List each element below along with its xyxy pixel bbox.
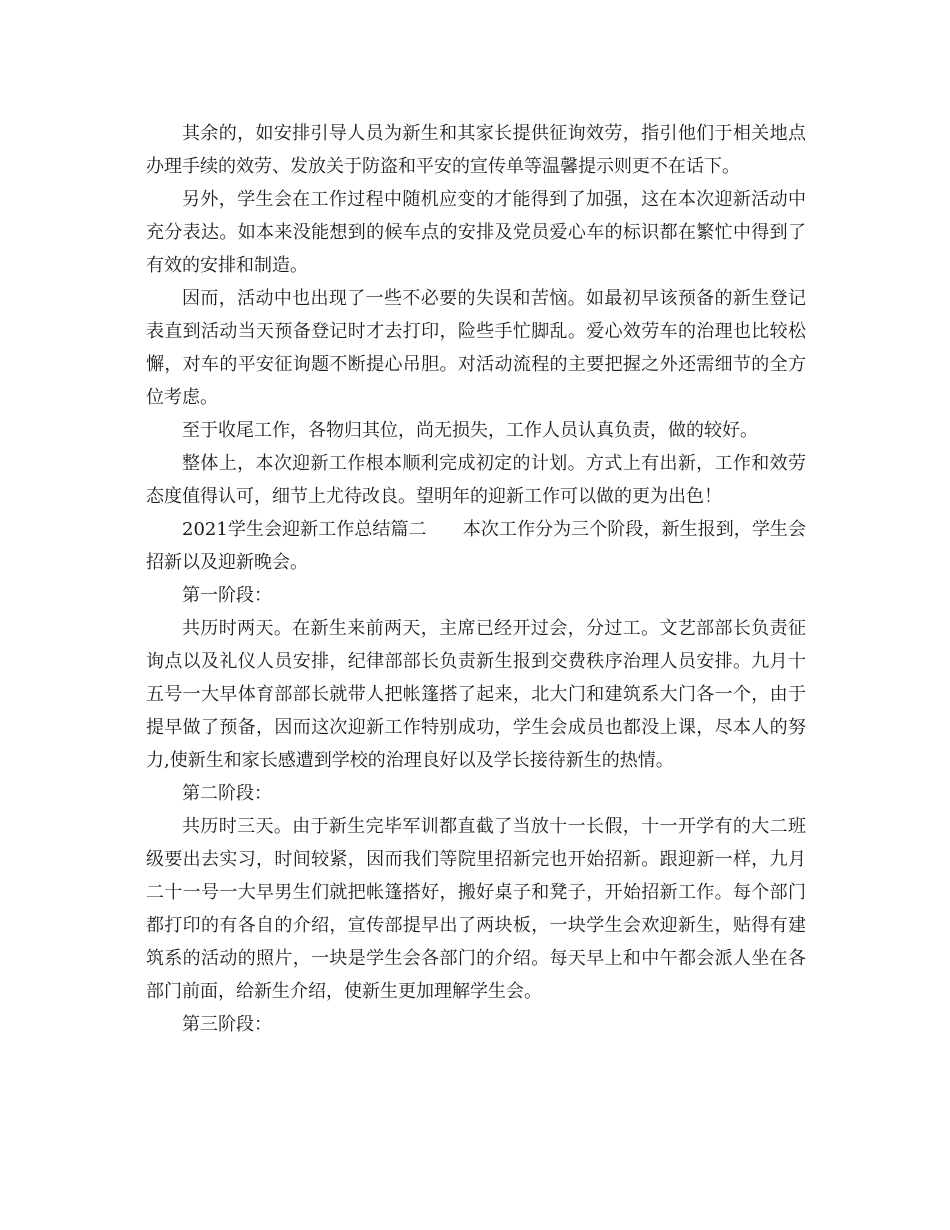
paragraph-part-two-intro: 2021学生会迎新工作总结篇二 本次工作分为三个阶段，新生报到，学生会招新以及迎新晚会。 [146,519,806,573]
stage-one-text: 共历时两天。在新生来前两天，主席已经开过会，分过工。文艺部部长负责征询点以及礼仪人员安排，纪律部部长负责新生报到交费秩序治理人员安排。九月十五号一大早体育部部长就带人把帐篷搭了起来，北大门和建筑系大门各一个，由于提早做了预备，因而这次迎新工作特别成功，学生会成员也都没上课，尽本人的努力,使新生和家长感遭到学校的治理良好以及学长接待新生的热情。 [146,618,806,771]
paragraph-mistakes: 因而，活动中也出现了一些不必要的失误和苦恼。如最初早该预备的新生登记表直到活动当天预备登记时才去打印，险些手忙脚乱。爱心效劳车的治理也比较松懈，对车的平安征询题不断提心吊胆。对活动流程的主要把握之外还需细节的全方位考虑。 [146,288,806,408]
paragraph-wrap-up: 至于收尾工作，各物归其位，尚无损失，工作人员认真负责，做的较好。 [182,420,758,441]
stage-two-text: 共历时三天。由于新生完毕军训都直截了当放十一长假，十一开学有的大二班级要出去实习，时间较紧，因而我们等院里招新完也开始招新。跟迎新一样，九月二十一号一大早男生们就把帐篷搭好，搬好桌子和凳子，开始招新工作。每个部门都打印的有各自的介绍，宣传部提早出了两块板，一块学生会欢迎新生，贴得有建筑系的活动的照片，一块是学生会各部门的介绍。每天早上和中午都会派人坐在各部门前面，给新生介绍，使新生更加理解学生会。 [146,816,806,1002]
document-body [146,117,806,1041]
stage-two-heading: 第二阶段： [182,783,272,804]
paragraph-other-services: 其余的，如安排引导人员为新生和其家长提供征询效劳，指引他们于相关地点办理手续的效劳、发放关于防盗和平安的宣传单等温馨提示则更不在话下。 [146,123,806,177]
stage-one-heading: 第一阶段： [182,585,272,606]
paragraph-overall: 整体上，本次迎新工作根本顺利完成初定的计划。方式上有出新，工作和效劳态度值得认可，细节上尤待改良。望明年的迎新工作可以做的更为出色！ [146,453,806,507]
stage-three-heading: 第三阶段： [182,1014,272,1035]
paragraph-adaptability: 另外，学生会在工作过程中随机应变的才能得到了加强，这在本次迎新活动中充分表达。如本来没能想到的候车点的安排及党员爱心车的标识都在繁忙中得到了有效的安排和制造。 [146,189,806,276]
